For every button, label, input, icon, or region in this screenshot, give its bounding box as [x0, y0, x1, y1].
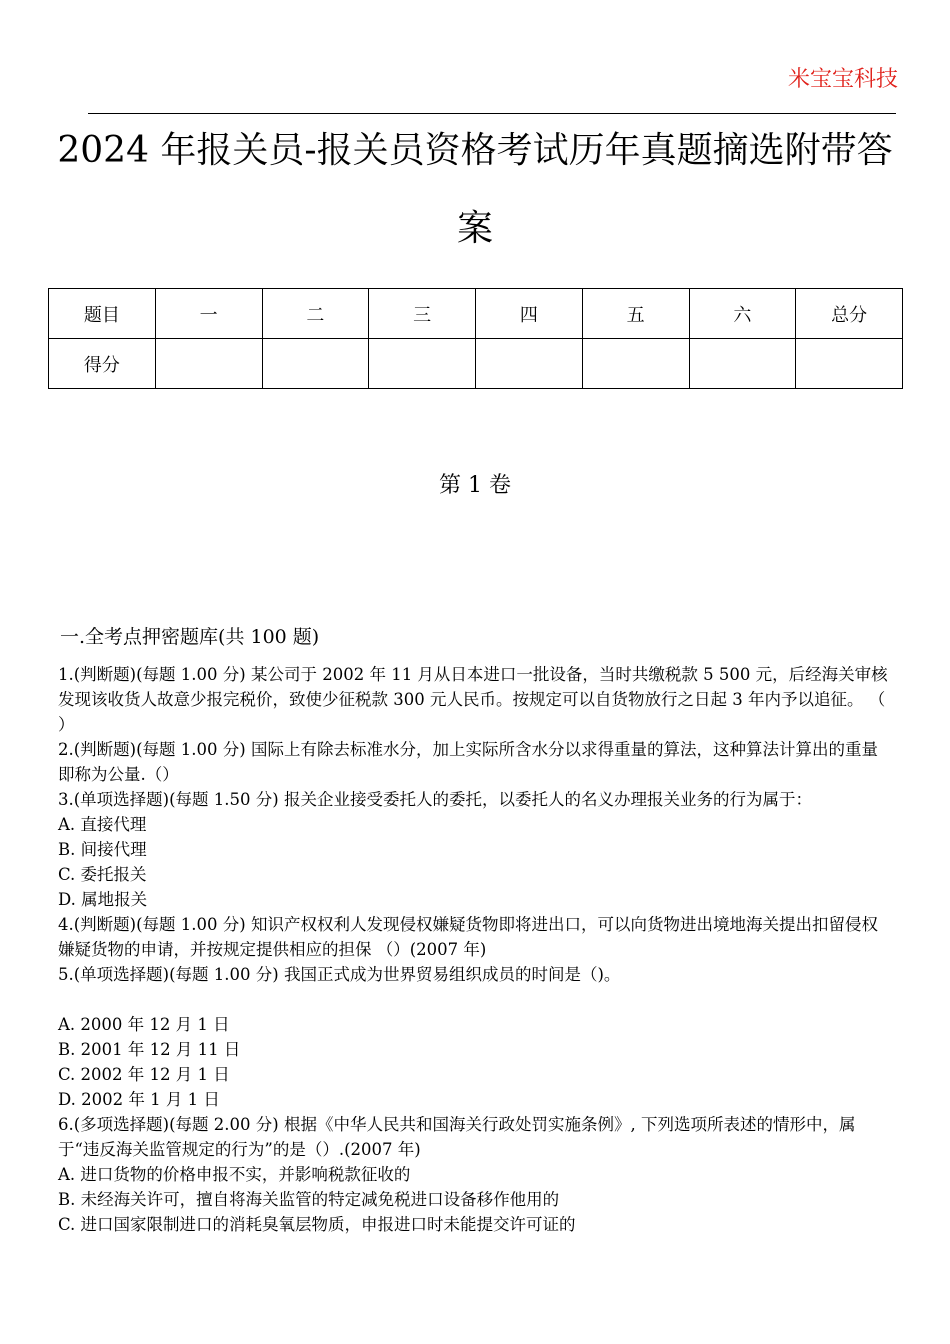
option-line: B. 2001 年 12 月 11 日 — [58, 1040, 241, 1059]
volume-heading: 第 1 卷 — [439, 473, 511, 498]
option-line: B. 未经海关许可，擅自将海关监管的特定减免税进口设备移作他用的 — [58, 1190, 560, 1209]
question-item — [58, 912, 894, 962]
score-header-cell: 四 — [476, 289, 583, 339]
score-cell — [155, 339, 262, 389]
question-line: 4.(判断题)(每题 1.00 分) 知识产权权利人发现侵权嫌疑货物即将进出口，可以向货物进出境地海关提出扣留侵权嫌疑货物的申请，并按规定提供相应的担保 （）(2007 年) — [58, 915, 878, 959]
question-item — [58, 737, 894, 787]
score-header-cell: 题目 — [49, 289, 156, 339]
score-header-cell: 六 — [689, 289, 796, 339]
question-item — [58, 1112, 894, 1237]
option-line: D. 2002 年 1 月 1 日 — [58, 1090, 220, 1109]
question-line: 2.(判断题)(每题 1.00 分) 国际上有除去标准水分，加上实际所含水分以求得重量的算法，这种算法计算出的重量即称为公量.（） — [58, 740, 878, 784]
score-cell — [689, 339, 796, 389]
score-table-header-row — [49, 289, 903, 339]
option-line: C. 进口国家限制进口的消耗臭氧层物质，申报进口时未能提交许可证的 — [58, 1215, 576, 1234]
option-line: A. 2000 年 12 月 1 日 — [58, 1015, 230, 1034]
score-cell — [262, 339, 369, 389]
brand-label: 米宝宝科技 — [787, 67, 898, 92]
question-line: 3.(单项选择题)(每题 1.50 分) 报关企业接受委托人的委托，以委托人的名义办理报关业务的行为属于： — [58, 790, 812, 809]
blank-line — [58, 987, 894, 1012]
score-cell: 得分 — [49, 339, 156, 389]
score-table — [48, 288, 903, 389]
score-header-cell: 总分 — [796, 289, 903, 339]
question-item — [58, 662, 894, 737]
score-cell — [796, 339, 903, 389]
question-line: 1.(判断题)(每题 1.00 分) 某公司于 2002 年 11 月从日本进口一批设备，当时共缴税款 5 500 元，后经海关审核发现该收货人故意少报完税价，致使少征税款 300 元人民币。按规定可以自货物放行之日起 3 年内予以追征。 （ ） — [58, 665, 888, 734]
option-line: C. 委托报关 — [58, 865, 147, 884]
option-line: C. 2002 年 12 月 1 日 — [58, 1065, 230, 1084]
score-header-cell: 二 — [262, 289, 369, 339]
option-line: B. 间接代理 — [58, 840, 147, 859]
score-cell — [369, 339, 476, 389]
question-line: 6.(多项选择题)(每题 2.00 分) 根据《中华人民共和国海关行政处罚实施条例》, 下列选项所表述的情形中，属于“违反海关监管规定的行为”的是（）.(2007 年) — [58, 1115, 856, 1159]
option-line: D. 属地报关 — [58, 890, 148, 909]
option-line: A. 进口货物的价格申报不实，并影响税款征收的 — [58, 1165, 411, 1184]
score-header-cell: 一 — [155, 289, 262, 339]
option-line: A. 直接代理 — [58, 815, 147, 834]
question-item — [58, 962, 894, 1112]
question-list — [58, 662, 894, 1237]
score-cell — [582, 339, 689, 389]
question-item — [58, 787, 894, 912]
page-title: 2024 年报关员-报关员资格考试历年真题摘选附带答案 — [57, 130, 893, 249]
question-line: 5.(单项选择题)(每题 1.00 分) 我国正式成为世界贸易组织成员的时间是（)。 — [58, 965, 621, 984]
score-header-cell: 五 — [582, 289, 689, 339]
score-table-score-row — [49, 339, 903, 389]
score-cell — [476, 339, 583, 389]
score-header-cell: 三 — [369, 289, 476, 339]
section-title: 一.全考点押密题库(共 100 题) — [60, 626, 320, 648]
